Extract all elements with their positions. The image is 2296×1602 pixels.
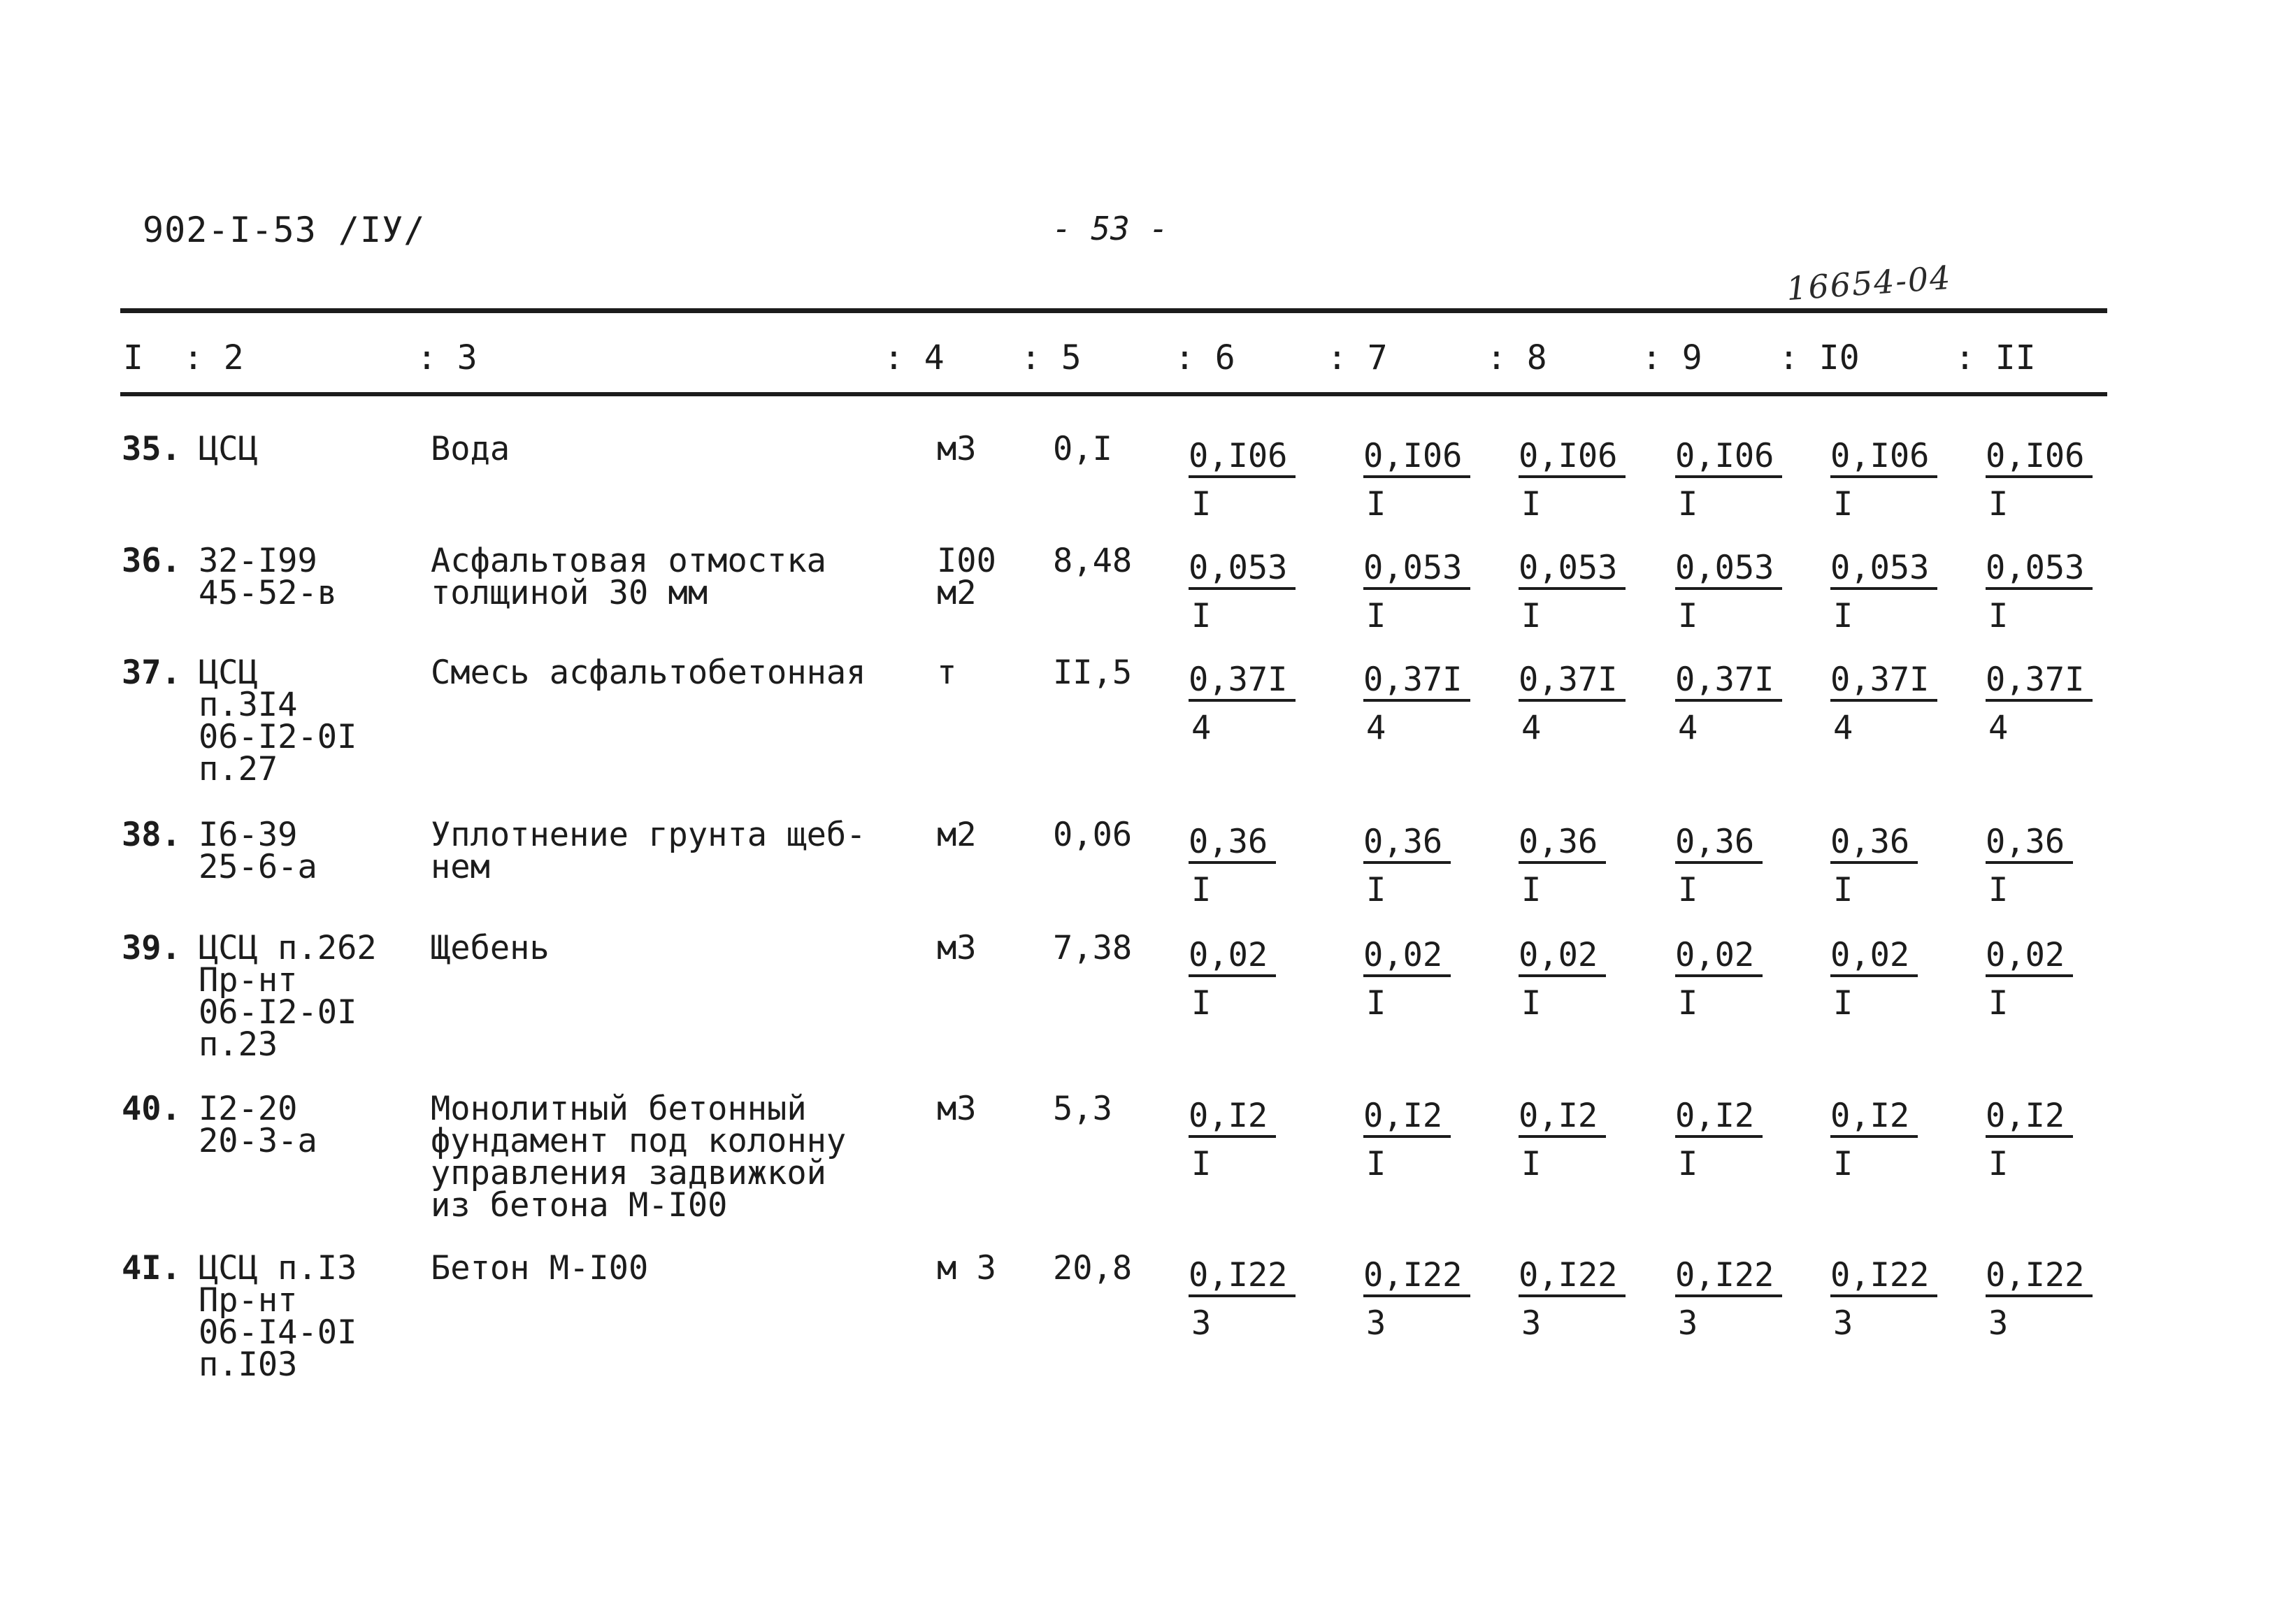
header-col-8: : 8 bbox=[1486, 338, 1547, 377]
value-fraction bbox=[1363, 433, 1470, 530]
value-numerator: 0,37I bbox=[1189, 661, 1296, 702]
value-fraction bbox=[1675, 545, 1782, 642]
value-denominator: I bbox=[1833, 1145, 1853, 1183]
value-fraction bbox=[1986, 433, 2093, 530]
value-fraction bbox=[1675, 819, 1763, 916]
value-numerator: 0,36 bbox=[1986, 823, 2073, 864]
value-numerator: 0,I06 bbox=[1363, 438, 1470, 478]
row-name: Асфальтовая отмостка толщиной 30 мм bbox=[431, 542, 826, 612]
value-denominator: 3 bbox=[1191, 1304, 1212, 1343]
value-fraction bbox=[1189, 657, 1296, 753]
value-numerator: 0,02 bbox=[1675, 937, 1763, 977]
row-code: I2-20 20-3-а bbox=[199, 1090, 317, 1160]
row-quantity: 20,8 bbox=[1053, 1249, 1133, 1287]
value-numerator: 0,053 bbox=[1986, 549, 2093, 590]
value-denominator: I bbox=[1521, 871, 1542, 909]
row-quantity: II,5 bbox=[1053, 654, 1133, 692]
value-denominator: I bbox=[1366, 485, 1386, 524]
row-code: ЦСЦ п.I3 Пр-нт 06-I4-0I п.I03 bbox=[199, 1249, 357, 1384]
header-col-11: : II bbox=[1955, 338, 2036, 377]
row-quantity: 0,I bbox=[1053, 430, 1112, 468]
value-numerator: 0,I06 bbox=[1519, 438, 1626, 478]
row-unit: т bbox=[937, 654, 957, 692]
row-name: Смесь асфальтобетонная bbox=[431, 654, 866, 692]
row-number: 39. bbox=[122, 929, 181, 967]
header-col-4: : 4 bbox=[884, 338, 945, 377]
value-fraction bbox=[1363, 1093, 1451, 1190]
row-name: Вода bbox=[431, 430, 510, 468]
value-fraction bbox=[1189, 433, 1296, 530]
value-numerator: 0,I2 bbox=[1519, 1097, 1606, 1138]
value-numerator: 0,053 bbox=[1189, 549, 1296, 590]
value-denominator: 3 bbox=[1366, 1304, 1386, 1343]
value-fraction bbox=[1363, 819, 1451, 916]
value-numerator: 0,02 bbox=[1830, 937, 1918, 977]
value-denominator: 4 bbox=[1366, 709, 1386, 747]
value-denominator: I bbox=[1988, 984, 2009, 1023]
row-number: 37. bbox=[122, 654, 181, 692]
value-fraction bbox=[1675, 932, 1763, 1029]
value-denominator: I bbox=[1521, 984, 1542, 1023]
page-number: - 53 - bbox=[1052, 210, 1169, 247]
value-fraction bbox=[1675, 657, 1782, 753]
value-denominator: 3 bbox=[1521, 1304, 1542, 1343]
row-number: 35. bbox=[122, 430, 181, 468]
table-top-rule bbox=[120, 308, 2107, 313]
value-denominator: 3 bbox=[1678, 1304, 1698, 1343]
value-denominator: 4 bbox=[1678, 709, 1698, 747]
value-numerator: 0,053 bbox=[1830, 549, 1937, 590]
value-fraction bbox=[1363, 1253, 1470, 1349]
row-code: 32-I99 45-52-в bbox=[199, 542, 338, 612]
row-code: I6-39 25-6-а bbox=[199, 816, 317, 886]
value-fraction bbox=[1986, 657, 2093, 753]
value-numerator: 0,I2 bbox=[1675, 1097, 1763, 1138]
value-fraction bbox=[1830, 657, 1937, 753]
value-fraction bbox=[1830, 545, 1937, 642]
value-fraction bbox=[1363, 657, 1470, 753]
value-numerator: 0,36 bbox=[1675, 823, 1763, 864]
header-col-7: : 7 bbox=[1327, 338, 1388, 377]
value-fraction bbox=[1675, 1093, 1763, 1190]
value-fraction bbox=[1363, 545, 1470, 642]
value-fraction bbox=[1830, 932, 1918, 1029]
value-numerator: 0,36 bbox=[1189, 823, 1276, 864]
value-denominator: I bbox=[1191, 1145, 1212, 1183]
value-fraction bbox=[1189, 545, 1296, 642]
value-fraction bbox=[1830, 819, 1918, 916]
row-quantity: 0,06 bbox=[1053, 816, 1133, 854]
value-numerator: 0,02 bbox=[1363, 937, 1451, 977]
value-denominator: I bbox=[1678, 871, 1698, 909]
value-numerator: 0,I2 bbox=[1830, 1097, 1918, 1138]
row-name: Монолитный бетонный фундамент под колонну управления задвижкой из бетона М-I00 bbox=[431, 1090, 847, 1225]
value-denominator: 4 bbox=[1833, 709, 1853, 747]
value-numerator: 0,02 bbox=[1189, 937, 1276, 977]
row-number: 38. bbox=[122, 816, 181, 854]
value-fraction bbox=[1830, 1093, 1918, 1190]
value-denominator: 3 bbox=[1988, 1304, 2009, 1343]
row-unit: м 3 bbox=[937, 1249, 996, 1287]
header-col-6: : 6 bbox=[1175, 338, 1235, 377]
row-number: 40. bbox=[122, 1090, 181, 1128]
value-numerator: 0,I2 bbox=[1189, 1097, 1276, 1138]
value-numerator: 0,37I bbox=[1986, 661, 2093, 702]
value-denominator: 3 bbox=[1833, 1304, 1853, 1343]
value-denominator: 4 bbox=[1988, 709, 2009, 747]
row-number: 36. bbox=[122, 542, 181, 580]
value-numerator: 0,36 bbox=[1363, 823, 1451, 864]
value-numerator: 0,I2 bbox=[1986, 1097, 2073, 1138]
value-denominator: I bbox=[1988, 485, 2009, 524]
header-col-5: : 5 bbox=[1021, 338, 1082, 377]
value-numerator: 0,I06 bbox=[1675, 438, 1782, 478]
value-numerator: 0,053 bbox=[1363, 549, 1470, 590]
row-name: Щебень bbox=[431, 929, 550, 967]
value-numerator: 0,36 bbox=[1519, 823, 1606, 864]
value-fraction bbox=[1675, 1253, 1782, 1349]
value-denominator: I bbox=[1678, 485, 1698, 524]
value-denominator: I bbox=[1678, 597, 1698, 635]
value-denominator: I bbox=[1366, 597, 1386, 635]
value-denominator: I bbox=[1191, 871, 1212, 909]
row-name: Бетон М-I00 bbox=[431, 1249, 649, 1287]
value-fraction bbox=[1189, 1093, 1276, 1190]
value-denominator: I bbox=[1678, 1145, 1698, 1183]
archive-number: 16654-04 bbox=[1785, 258, 1953, 308]
row-unit: м3 bbox=[937, 430, 977, 468]
value-fraction bbox=[1519, 657, 1626, 753]
value-numerator: 0,I22 bbox=[1830, 1257, 1937, 1297]
value-fraction bbox=[1986, 1093, 2073, 1190]
value-fraction bbox=[1986, 1253, 2093, 1349]
row-code: ЦСЦ bbox=[199, 430, 258, 468]
row-unit: м2 bbox=[937, 816, 977, 854]
value-numerator: 0,I06 bbox=[1189, 438, 1296, 478]
header-col-2: : 2 bbox=[183, 338, 244, 377]
value-fraction bbox=[1519, 932, 1606, 1029]
row-quantity: 8,48 bbox=[1053, 542, 1133, 580]
value-denominator: I bbox=[1988, 871, 2009, 909]
value-fraction bbox=[1519, 1253, 1626, 1349]
value-fraction bbox=[1519, 1093, 1606, 1190]
value-numerator: 0,053 bbox=[1675, 549, 1782, 590]
value-fraction bbox=[1830, 433, 1937, 530]
header-col-1: I bbox=[123, 338, 143, 377]
value-numerator: 0,02 bbox=[1986, 937, 2073, 977]
value-denominator: I bbox=[1191, 485, 1212, 524]
value-numerator: 0,I22 bbox=[1519, 1257, 1626, 1297]
value-fraction bbox=[1363, 932, 1451, 1029]
value-fraction bbox=[1830, 1253, 1937, 1349]
value-denominator: I bbox=[1678, 984, 1698, 1023]
value-fraction bbox=[1519, 819, 1606, 916]
value-fraction bbox=[1986, 932, 2073, 1029]
header-col-9: : 9 bbox=[1642, 338, 1702, 377]
value-denominator: I bbox=[1521, 1145, 1542, 1183]
header-col-3: : 3 bbox=[417, 338, 478, 377]
value-denominator: I bbox=[1833, 871, 1853, 909]
value-denominator: I bbox=[1833, 597, 1853, 635]
row-unit: I00 м2 bbox=[937, 542, 996, 612]
document-code: 902-I-53 /IУ/ bbox=[143, 210, 426, 250]
value-denominator: I bbox=[1988, 1145, 2009, 1183]
value-denominator: I bbox=[1833, 984, 1853, 1023]
row-unit: м3 bbox=[937, 929, 977, 967]
value-denominator: I bbox=[1833, 485, 1853, 524]
value-fraction bbox=[1675, 433, 1782, 530]
value-numerator: 0,02 bbox=[1519, 937, 1606, 977]
value-denominator: I bbox=[1988, 597, 2009, 635]
header-col-10: : I0 bbox=[1779, 338, 1860, 377]
value-denominator: I bbox=[1366, 984, 1386, 1023]
value-fraction bbox=[1189, 819, 1276, 916]
value-numerator: 0,I22 bbox=[1363, 1257, 1470, 1297]
value-numerator: 0,37I bbox=[1519, 661, 1626, 702]
value-numerator: 0,36 bbox=[1830, 823, 1918, 864]
value-fraction bbox=[1189, 932, 1276, 1029]
value-fraction bbox=[1189, 1253, 1296, 1349]
value-numerator: 0,053 bbox=[1519, 549, 1626, 590]
row-quantity: 5,3 bbox=[1053, 1090, 1112, 1128]
value-denominator: I bbox=[1521, 485, 1542, 524]
value-numerator: 0,I22 bbox=[1986, 1257, 2093, 1297]
value-denominator: I bbox=[1191, 597, 1212, 635]
row-name: Уплотнение грунта щеб- нем bbox=[431, 816, 866, 886]
value-numerator: 0,I06 bbox=[1986, 438, 2093, 478]
value-denominator: I bbox=[1521, 597, 1542, 635]
value-denominator: 4 bbox=[1521, 709, 1542, 747]
value-numerator: 0,I22 bbox=[1675, 1257, 1782, 1297]
value-numerator: 0,I06 bbox=[1830, 438, 1937, 478]
value-fraction bbox=[1519, 433, 1626, 530]
value-denominator: I bbox=[1366, 1145, 1386, 1183]
row-code: ЦСЦ п.262 Пр-нт 06-I2-0I п.23 bbox=[199, 929, 377, 1064]
value-denominator: 4 bbox=[1191, 709, 1212, 747]
value-numerator: 0,I2 bbox=[1363, 1097, 1451, 1138]
table-header-rule bbox=[120, 392, 2107, 396]
value-denominator: I bbox=[1366, 871, 1386, 909]
value-fraction bbox=[1519, 545, 1626, 642]
value-numerator: 0,37I bbox=[1363, 661, 1470, 702]
value-numerator: 0,37I bbox=[1830, 661, 1937, 702]
value-numerator: 0,I22 bbox=[1189, 1257, 1296, 1297]
value-denominator: I bbox=[1191, 984, 1212, 1023]
value-numerator: 0,37I bbox=[1675, 661, 1782, 702]
row-number: 4I. bbox=[122, 1249, 181, 1287]
value-fraction bbox=[1986, 819, 2073, 916]
row-quantity: 7,38 bbox=[1053, 929, 1133, 967]
value-fraction bbox=[1986, 545, 2093, 642]
row-code: ЦСЦ п.3I4 06-I2-0I п.27 bbox=[199, 654, 357, 788]
row-unit: м3 bbox=[937, 1090, 977, 1128]
